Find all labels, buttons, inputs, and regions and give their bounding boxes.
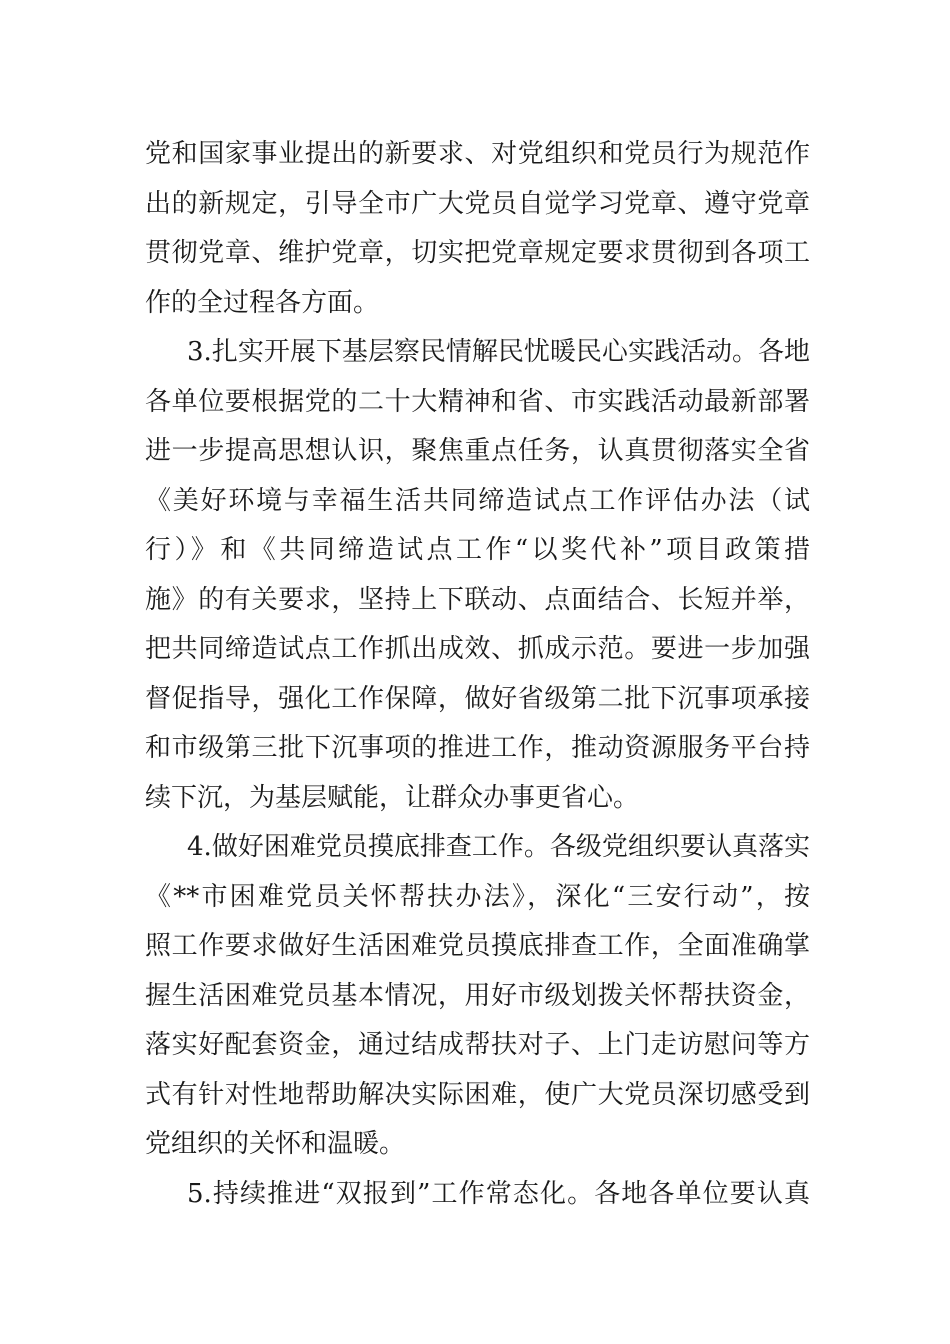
text-line: 《美好环境与幸福生活共同缔造试点工作评估办法（试: [145, 485, 810, 516]
text-line: 行）》和《共同缔造试点工作“以奖代补”项目政策措: [145, 535, 810, 565]
text-line: 各单位要根据党的二十大精神和省、市实践活动最新部署: [145, 386, 810, 417]
text-line: 作的全过程各方面。: [145, 287, 380, 318]
text-line: 施》的有关要求，坚持上下联动、点面结合、长短并举，: [145, 584, 810, 615]
text-line: 把共同缔造试点工作抓出成效、抓成示范。要进一步加强: [145, 634, 810, 664]
paragraph-3-heading-line: 3.扎实开展下基层察民情解民忧暖民心实践活动。各地: [187, 337, 810, 367]
text-line: 和市级第三批下沉事项的推进工作，推动资源服务平台持: [145, 733, 810, 763]
text-line: 贯彻党章、维护党章，切实把党章规定要求贯彻到各项工: [145, 238, 810, 268]
paragraph-5-heading-line: 5.持续推进“双报到”工作常态化。各地各单位要认真: [187, 1178, 810, 1209]
body-text: [145, 130, 810, 1219]
text-line: 《**市困难党员关怀帮扶办法》，深化“三安行动”，按: [145, 881, 810, 912]
text-line: 续下沉，为基层赋能，让群众办事更省心。: [145, 782, 640, 813]
text-line: 照工作要求做好生活困难党员摸底排查工作，全面准确掌: [145, 931, 810, 961]
text-line: 督促指导，强化工作保障，做好省级第二批下沉事项承接: [145, 683, 810, 714]
text-line: 进一步提高思想认识，聚焦重点任务，认真贯彻落实全省: [145, 436, 810, 466]
text-line: 握生活困难党员基本情况，用好市级划拨关怀帮扶资金，: [145, 980, 810, 1011]
text-line: 出的新规定，引导全市广大党员自觉学习党章、遵守党章: [145, 188, 810, 219]
text-line: 式有针对性地帮助解决实际困难，使广大党员深切感受到: [145, 1079, 810, 1110]
text-line: 落实好配套资金，通过结成帮扶对子、上门走访慰问等方: [145, 1030, 810, 1060]
text-line: 党组织的关怀和温暖。: [145, 1129, 406, 1159]
paragraph-4-heading-line: 4.做好困难党员摸底排查工作。各级党组织要认真落实: [187, 832, 810, 862]
text-line: 党和国家事业提出的新要求、对党组织和党员行为规范作: [145, 139, 810, 169]
